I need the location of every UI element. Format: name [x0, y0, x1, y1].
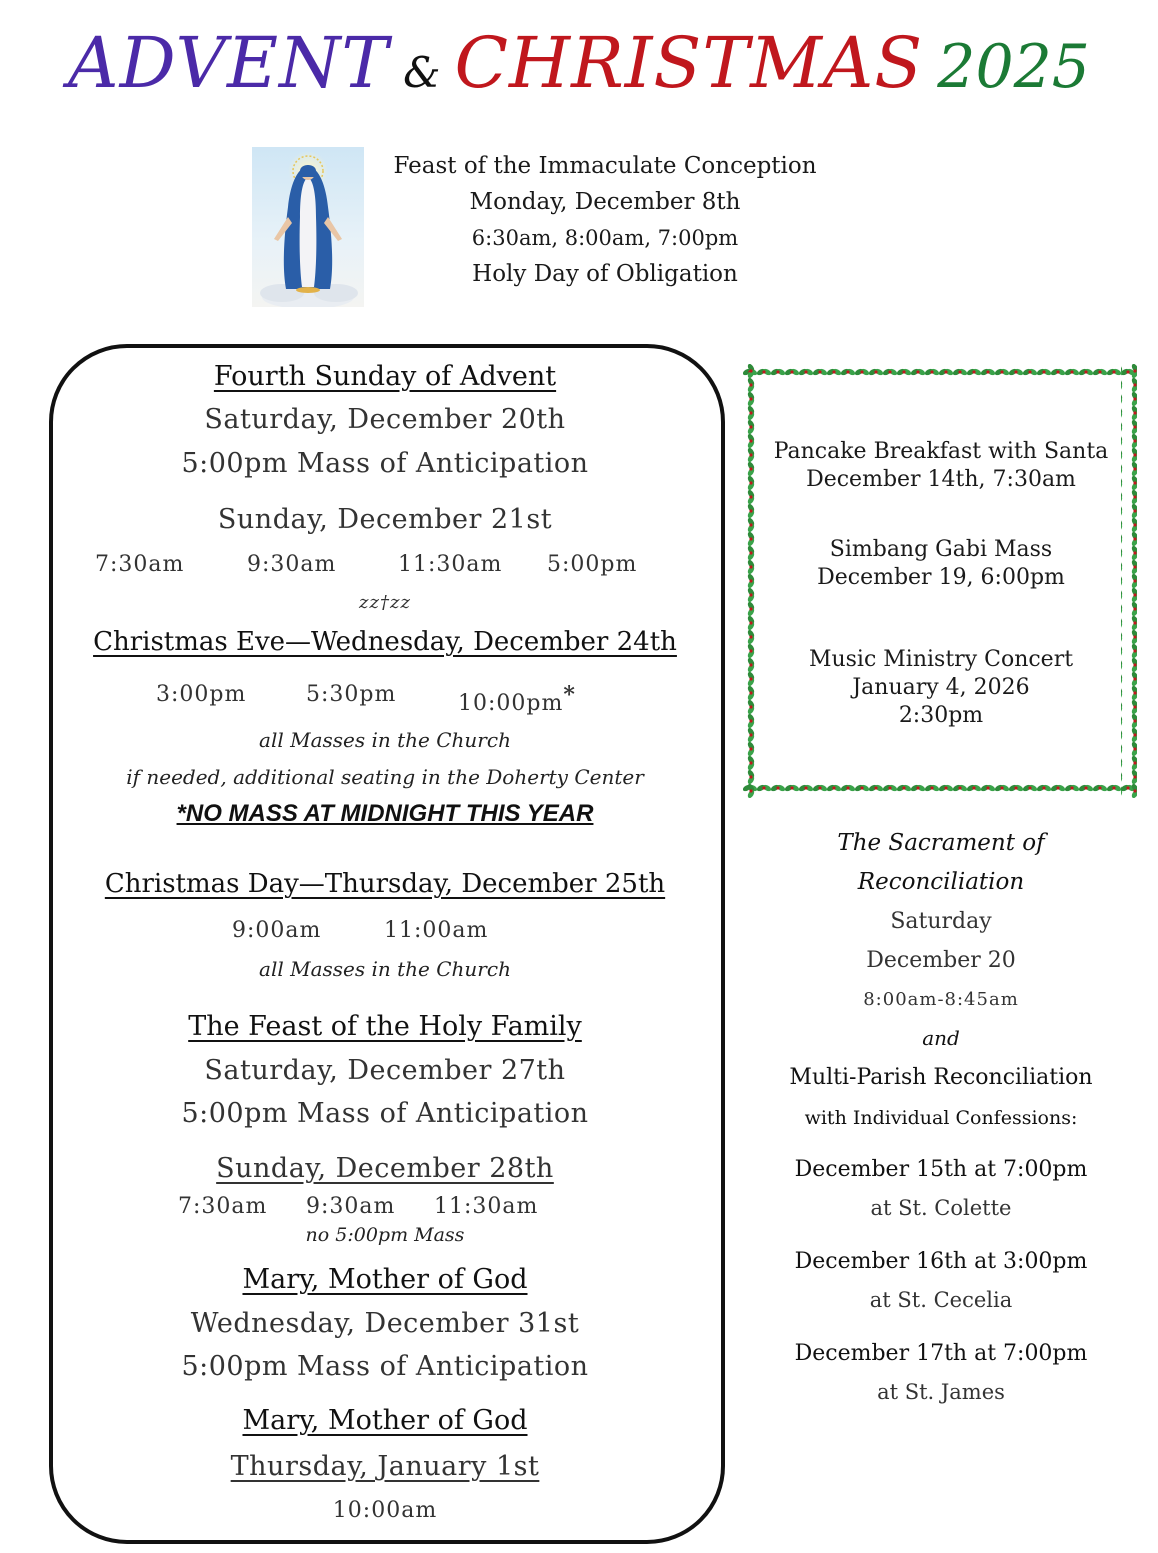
time-slot: 10:00pm: [458, 691, 564, 717]
feast-name: Feast of the Immaculate Conception: [393, 153, 817, 179]
title-christmas: CHRISTMAS: [454, 22, 924, 104]
christmas-day-heading: Christmas Day—Thursday, December 25th: [104, 869, 666, 899]
session-where: at St. Colette: [870, 1196, 1012, 1220]
advent4-heading: Fourth Sunday of Advent: [213, 361, 557, 392]
time-slot: 9:30am: [247, 552, 337, 577]
time-slot: 7:30am: [178, 1194, 268, 1219]
immaculate-conception-image: [252, 147, 364, 307]
concert-title: Music Ministry Concert: [808, 647, 1074, 672]
christmas-day-note: all Masses in the Church: [259, 957, 511, 981]
time-slot: 11:30am: [434, 1194, 539, 1219]
christmas-eve-note: all Masses in the Church: [259, 728, 511, 752]
feast-immaculate-conception: [380, 148, 830, 292]
holy-family-heading: The Feast of the Holy Family: [188, 1011, 582, 1042]
reconciliation-schedule: [745, 824, 1137, 1410]
session-when: December 15th at 7:00pm: [794, 1157, 1088, 1182]
mary2-time: 10:00am: [332, 1498, 438, 1523]
title-ampersand: &: [403, 48, 441, 97]
mary-mother-of-god-heading-2: Mary, Mother of God: [242, 1405, 528, 1436]
pancake-breakfast-title: Pancake Breakfast with Santa: [773, 439, 1109, 464]
section-divider: zz†zz: [359, 592, 411, 613]
reconciliation-title-line1: The Sacrament of: [837, 830, 1045, 856]
holy-family-sunday-date: Sunday, December 28th: [216, 1153, 554, 1184]
session-when: December 16th at 3:00pm: [794, 1249, 1088, 1274]
simbang-gabi-date: December 19, 6:00pm: [817, 565, 1065, 590]
no-midnight-mass-notice: *NO MASS AT MIDNIGHT THIS YEAR: [176, 800, 594, 827]
holy-family-note: no 5:00pm Mass: [305, 1224, 465, 1246]
feast-date: Monday, December 8th: [469, 189, 741, 215]
time-slot: 9:00am: [232, 918, 322, 943]
session-where: at St. Cecelia: [869, 1288, 1013, 1312]
title-year: 2025: [937, 32, 1090, 102]
asterisk: *: [563, 682, 576, 708]
mary-mother-of-god-heading-1: Mary, Mother of God: [242, 1264, 528, 1295]
feast-note: Holy Day of Obligation: [472, 261, 738, 287]
pancake-breakfast-date: December 14th, 7:30am: [806, 467, 1076, 492]
title-advent: ADVENT: [68, 22, 390, 104]
christmas-eve-heading: Christmas Eve—Wednesday, December 24th: [93, 627, 677, 657]
mary1-date: Wednesday, December 31st: [190, 1308, 580, 1339]
reconciliation-date: December 20: [866, 948, 1016, 973]
christmas-eve-seating-note: if needed, additional seating in the Doherty Center: [126, 765, 644, 789]
parish-events: [760, 438, 1122, 730]
mary2-date: Thursday, January 1st: [230, 1451, 540, 1482]
simbang-gabi-title: Simbang Gabi Mass: [829, 537, 1053, 562]
page-title: [0, 22, 1158, 104]
time-slot: 3:00pm: [156, 682, 247, 707]
individual-confessions: with Individual Confessions:: [804, 1107, 1078, 1129]
time-slot: 11:30am: [398, 552, 503, 577]
time-slot: 7:30am: [95, 552, 185, 577]
time-slot: 9:30am: [306, 1194, 396, 1219]
advent4-saturday-date: Saturday, December 20th: [204, 404, 566, 435]
reconciliation-day: Saturday: [890, 909, 992, 934]
advent4-saturday-mass: 5:00pm Mass of Anticipation: [181, 448, 589, 479]
time-slot: 11:00am: [384, 918, 489, 943]
time-slot: 5:30pm: [306, 682, 397, 707]
holy-family-saturday-mass: 5:00pm Mass of Anticipation: [181, 1098, 589, 1129]
mary1-mass: 5:00pm Mass of Anticipation: [181, 1351, 589, 1382]
advent4-sunday-date: Sunday, December 21st: [217, 504, 553, 535]
session-when: December 17th at 7:00pm: [794, 1341, 1088, 1366]
time-slot: 5:00pm: [547, 552, 638, 577]
session-where: at St. James: [877, 1380, 1005, 1404]
reconciliation-time: 8:00am-8:45am: [863, 989, 1019, 1010]
reconciliation-title-line2: Reconciliation: [857, 869, 1025, 895]
feast-times: 6:30am, 8:00am, 7:00pm: [471, 226, 739, 250]
concert-date: January 4, 2026: [852, 675, 1030, 700]
holy-family-saturday-date: Saturday, December 27th: [204, 1055, 566, 1086]
multi-parish-title: Multi-Parish Reconciliation: [789, 1065, 1093, 1090]
concert-time: 2:30pm: [898, 703, 984, 728]
reconciliation-and: and: [922, 1026, 960, 1050]
